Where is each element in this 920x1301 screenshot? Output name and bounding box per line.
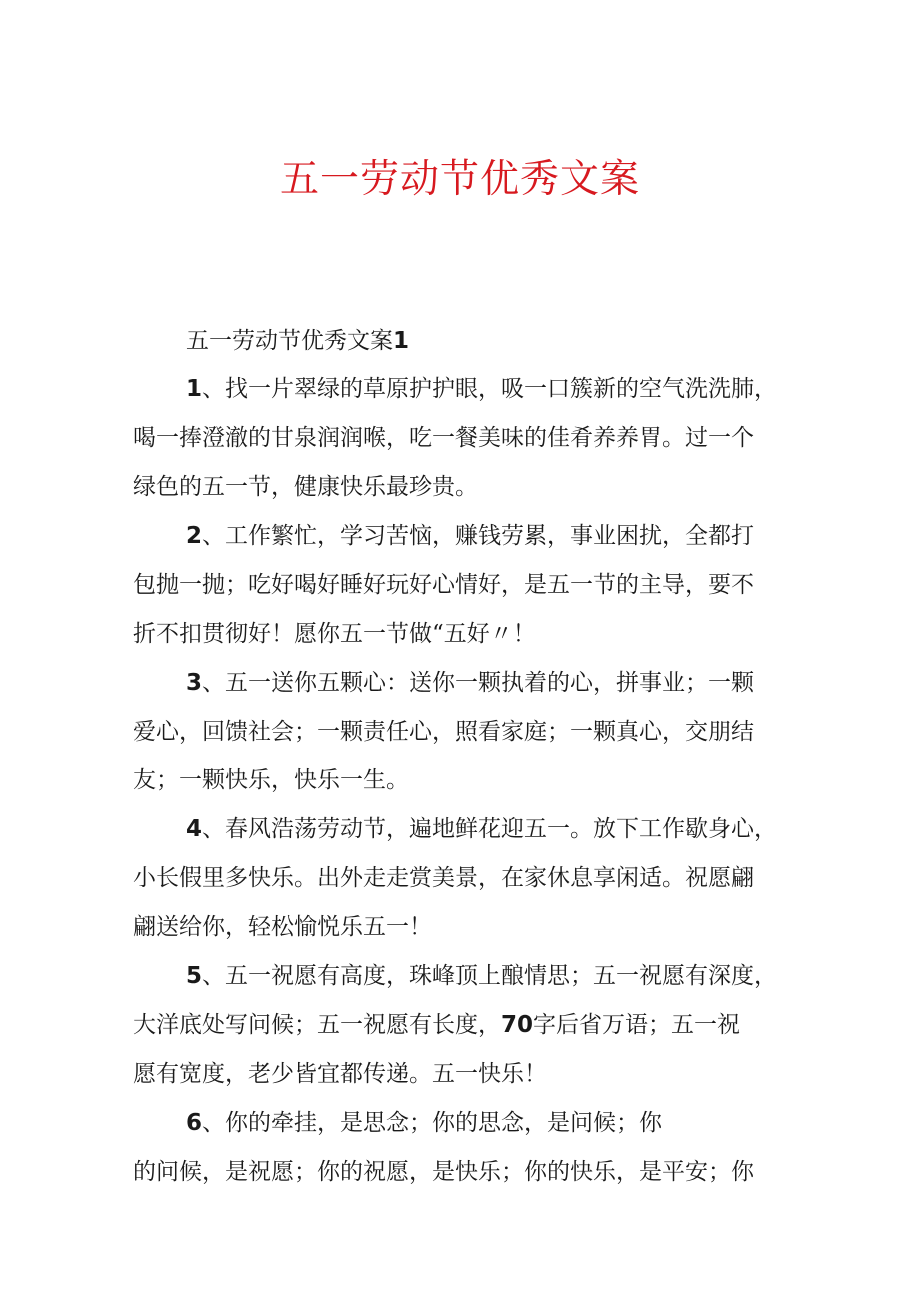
paragraph-2-line-3: 折不扣贯彻好！愿你五一节做“五好〃！ — [133, 621, 536, 647]
item-number: 5 — [186, 963, 203, 989]
paragraph-4-line-2: 小长假里多快乐。出外走走赏美景，在家休息享闲适。祝愿翩 — [133, 865, 754, 891]
paragraph-5-line-3: 愿有宽度，老少皆宜都传递。五一快乐！ — [133, 1061, 547, 1087]
inline-number: 70 — [501, 1012, 534, 1038]
paragraph-text: 、找一片翠绿的草原护护眼，吸一口簇新的空气洗洗肺， — [202, 376, 778, 402]
item-number: 4 — [186, 816, 203, 842]
section-heading-text: 五一劳动节优秀文案 — [186, 328, 393, 354]
paragraph-text: 、春风浩荡劳动节，遍地鲜花迎五一。放下工作歇身心， — [202, 816, 778, 842]
paragraph-3-line-3: 友；一颗快乐，快乐一生。 — [133, 767, 409, 793]
paragraph-text: 大洋底处写问候；五一祝愿有长度， — [133, 1012, 501, 1038]
paragraph-5-line-2 — [133, 1009, 740, 1041]
paragraph-3-line-2: 爱心，回馈社会；一颗责任心，照看家庭；一颗真心，交朋结 — [133, 719, 754, 745]
item-number: 3 — [186, 670, 203, 696]
paragraph-4-line-1 — [186, 813, 777, 845]
paragraph-4-line-3: 翩送给你，轻松愉悦乐五一！ — [133, 914, 432, 940]
section-heading-number: 1 — [393, 328, 410, 354]
paragraph-2-line-1 — [186, 520, 754, 552]
paragraph-text: 、你的牵挂，是思念；你的思念，是问候；你 — [202, 1110, 663, 1136]
paragraph-3-line-1 — [186, 667, 754, 699]
paragraph-1-line-2: 喝一捧澄澈的甘泉润润喉，吃一餐美味的佳肴养养胃。过一个 — [133, 425, 754, 451]
paragraph-text: 、工作繁忙，学习苦恼，赚钱劳累，事业困扰，全都打 — [202, 523, 755, 549]
paragraph-5-line-1 — [186, 960, 777, 992]
paragraph-text: 、五一送你五颗心：送你一颗执着的心，拼事业；一颗 — [202, 670, 755, 696]
section-heading — [186, 325, 409, 357]
item-number: 6 — [186, 1110, 203, 1136]
item-number: 2 — [186, 523, 203, 549]
paragraph-1-line-3: 绿色的五一节，健康快乐最珍贵。 — [133, 474, 478, 500]
paragraph-2-line-2: 包抛一抛；吃好喝好睡好玩好心情好，是五一节的主导，要不 — [133, 572, 754, 598]
paragraph-6-line-1 — [186, 1107, 662, 1139]
item-number: 1 — [186, 376, 203, 402]
paragraph-6-line-2: 的问候，是祝愿；你的祝愿，是快乐；你的快乐，是平安；你 — [133, 1159, 754, 1185]
paragraph-text: 、五一祝愿有高度，珠峰顶上酿情思；五一祝愿有深度， — [202, 963, 778, 989]
paragraph-1-line-1 — [186, 373, 777, 405]
paragraph-text: 字后省万语；五一祝 — [533, 1012, 741, 1038]
document-title: 五一劳动节优秀文案 — [279, 157, 640, 202]
